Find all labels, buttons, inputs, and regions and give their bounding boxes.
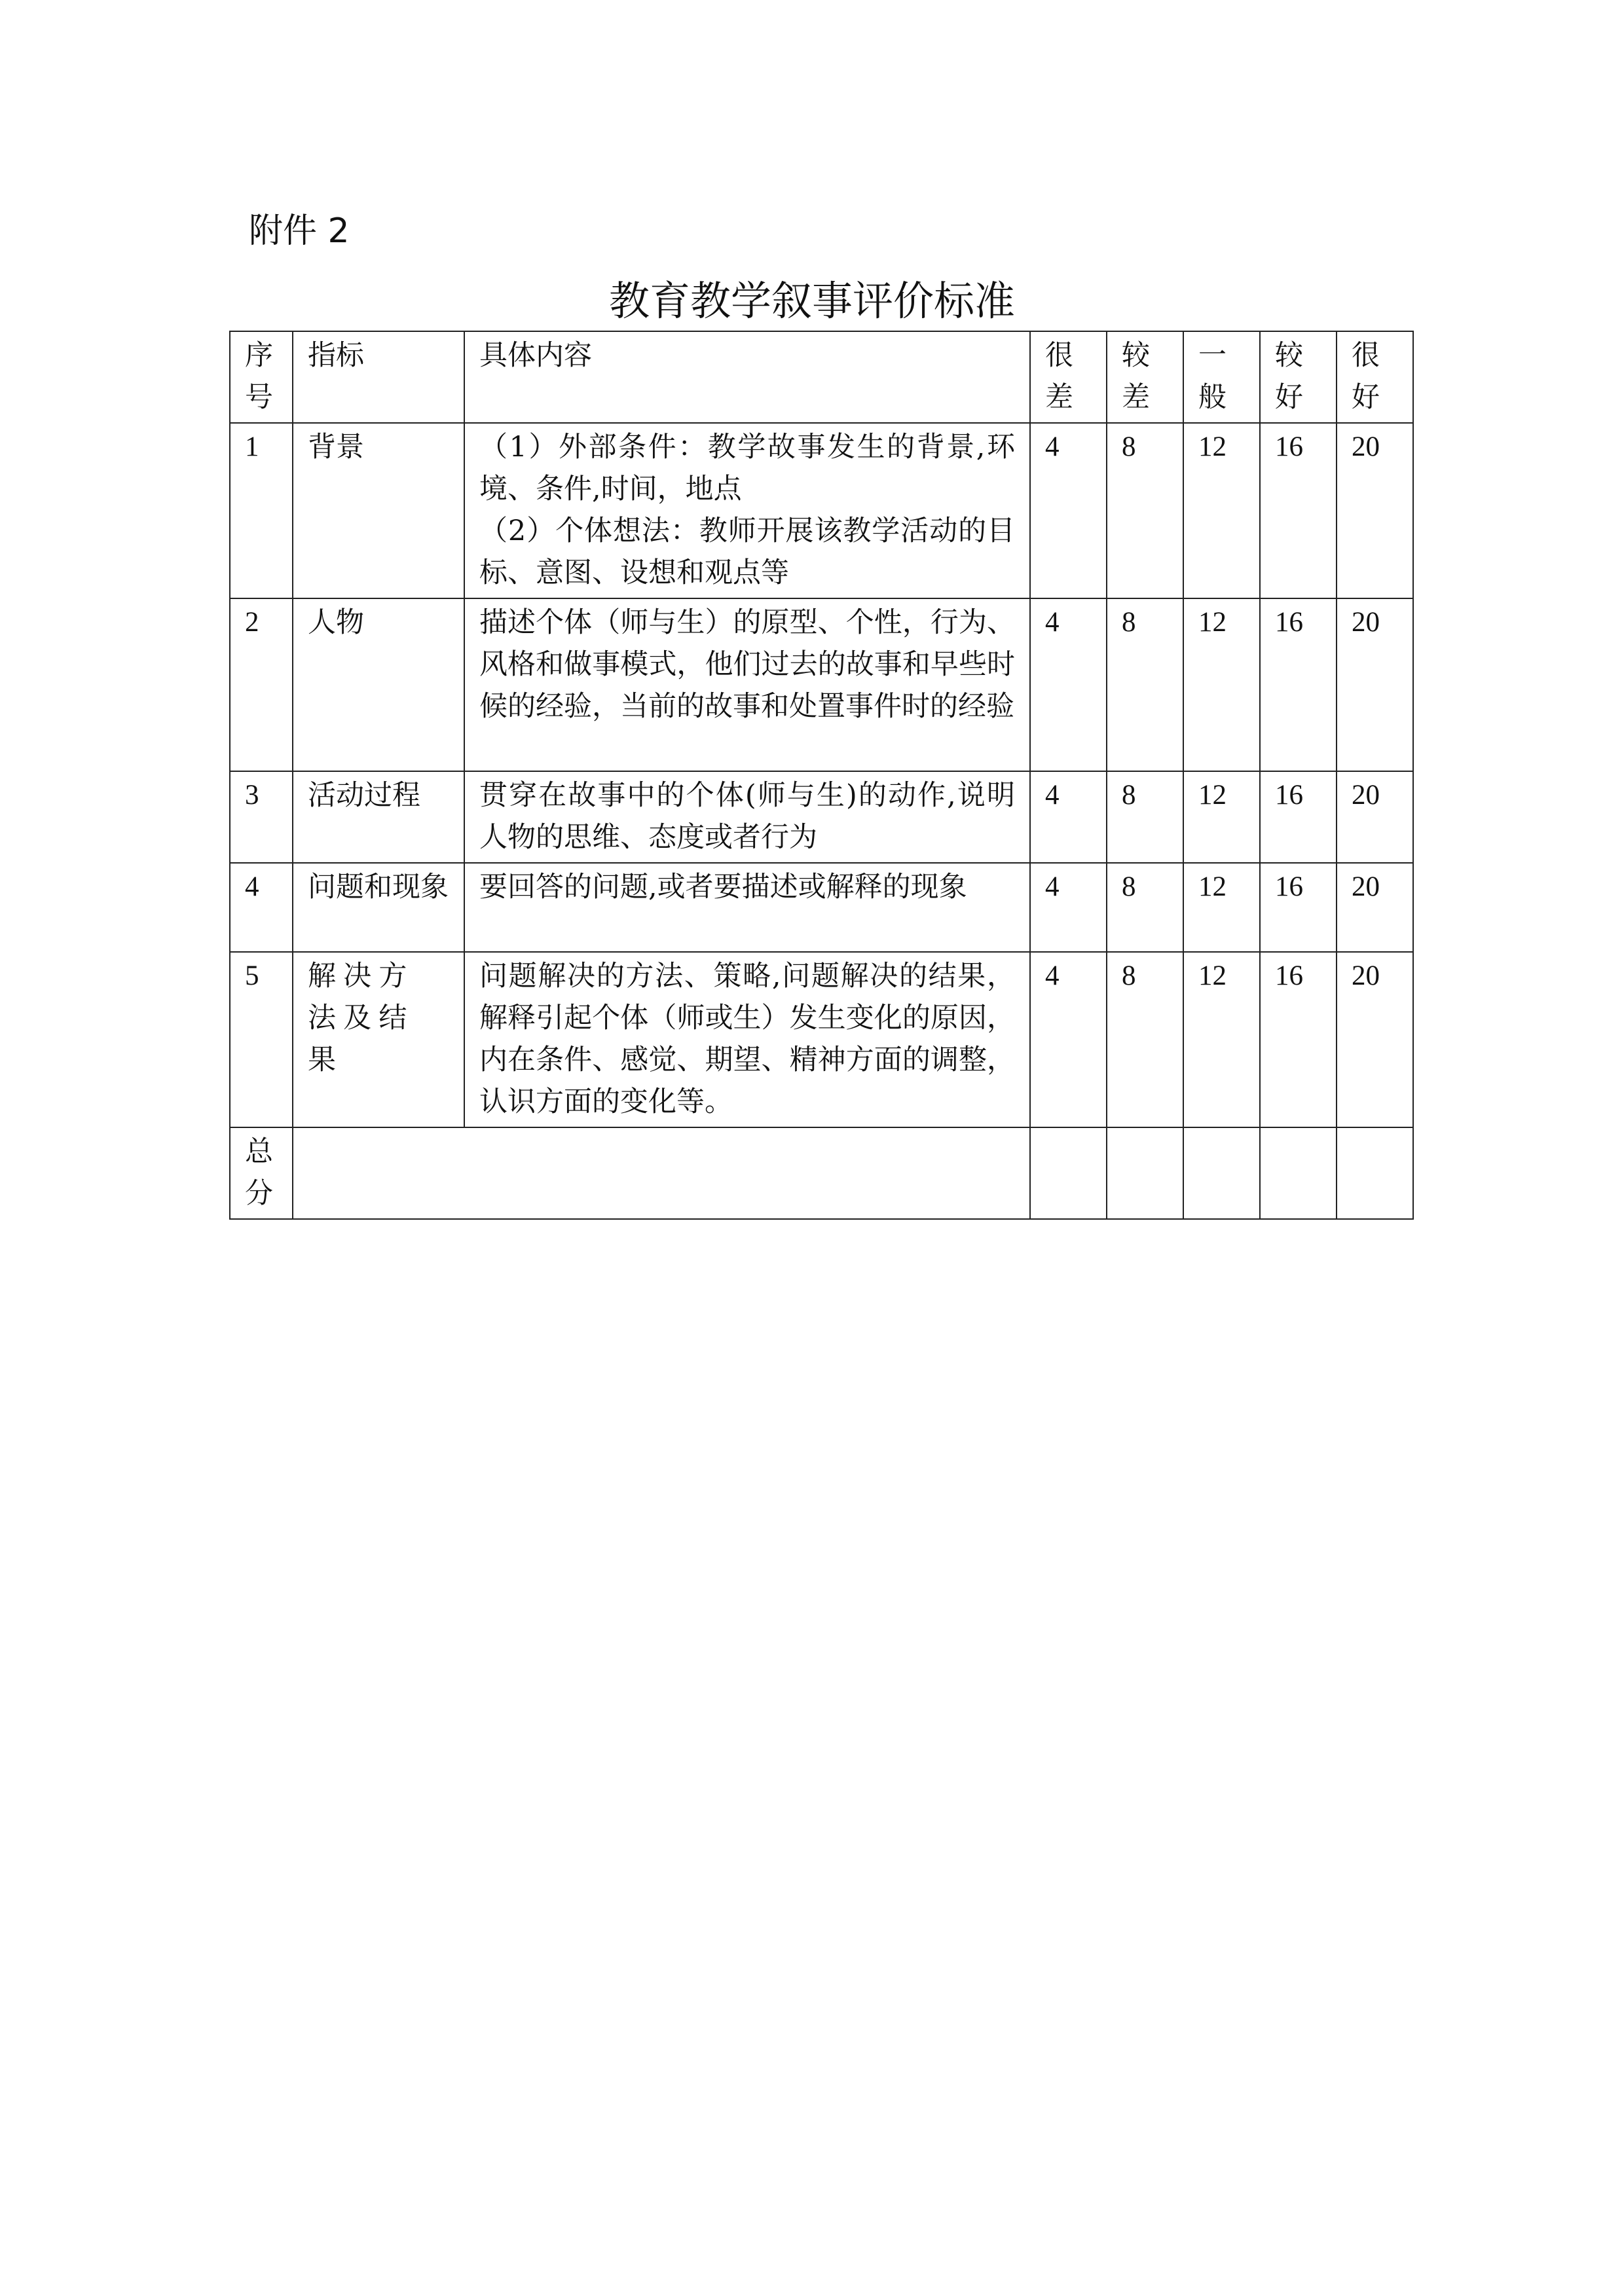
score-very-poor: 4: [1030, 863, 1107, 952]
row-content-line: 描述个体（师与生）的原型、个性，行为、风格和做事模式，他们过去的故事和早些时候的经验，当前的故事和处置事件时的经验: [479, 606, 1015, 723]
total-poor-cell: [1107, 1127, 1183, 1219]
evaluation-criteria-table: [229, 331, 1414, 1220]
total-very-poor-cell: [1030, 1127, 1107, 1219]
row-no: 3: [230, 771, 293, 863]
total-good-cell: [1260, 1127, 1337, 1219]
table-row: [230, 771, 1413, 863]
total-content-cell: [293, 1127, 1030, 1219]
table-row: [230, 952, 1413, 1127]
attachment-label: 附件 2: [249, 211, 350, 251]
row-indicator: 活动过程: [293, 771, 464, 863]
total-average-cell: [1183, 1127, 1260, 1219]
score-very-poor: 4: [1030, 423, 1107, 598]
row-content: [464, 952, 1030, 1127]
score-poor: 8: [1107, 423, 1183, 598]
header-content: 具体内容: [464, 331, 1030, 423]
row-content-line: （2）个体想法：教师开展该教学活动的目标、意图、设想和观点等: [479, 515, 1015, 589]
row-content-line: （1）外部条件：教学故事发生的背景,环境、条件,时间，地点: [479, 431, 1015, 505]
row-no: 5: [230, 952, 293, 1127]
score-very-poor: 4: [1030, 952, 1107, 1127]
document-title: 教育教学叙事评价标准: [608, 277, 1015, 325]
score-very-good: 20: [1337, 952, 1413, 1127]
score-good: 16: [1260, 771, 1337, 863]
row-content: [464, 771, 1030, 863]
total-very-good-cell: [1337, 1127, 1413, 1219]
row-indicator: 背景: [293, 423, 464, 598]
score-poor: 8: [1107, 771, 1183, 863]
score-very-good: 20: [1337, 863, 1413, 952]
score-good: 16: [1260, 423, 1337, 598]
header-very-good: 很好: [1337, 331, 1413, 423]
header-indicator: 指标: [293, 331, 464, 423]
table-row: [230, 863, 1413, 952]
table-header-row: [230, 331, 1413, 423]
row-content-line: 问题解决的方法、策略,问题解决的结果，解释引起个体（师或生）发生变化的原因，内在条件、感觉、期望、精神方面的调整，认识方面的变化等。: [479, 960, 1015, 1118]
score-poor: 8: [1107, 952, 1183, 1127]
header-average: 一般: [1183, 331, 1260, 423]
table-row: [230, 423, 1413, 598]
row-no: 2: [230, 598, 293, 771]
total-row: [230, 1127, 1413, 1219]
row-content-line: 要回答的问题,或者要描述或解释的现象: [479, 871, 967, 903]
row-no: 4: [230, 863, 293, 952]
score-average: 12: [1183, 863, 1260, 952]
score-very-poor: 4: [1030, 598, 1107, 771]
score-good: 16: [1260, 952, 1337, 1127]
row-content: [464, 598, 1030, 771]
header-very-poor: 很差: [1030, 331, 1107, 423]
header-poor: 较差: [1107, 331, 1183, 423]
score-average: 12: [1183, 771, 1260, 863]
row-content-line: 贯穿在故事中的个体(师与生)的动作,说明人物的思维、态度或者行为: [479, 779, 1015, 854]
score-very-good: 20: [1337, 771, 1413, 863]
row-indicator: 解决方法及结果: [293, 952, 464, 1127]
score-very-poor: 4: [1030, 771, 1107, 863]
total-label: 总分: [230, 1127, 293, 1219]
row-content: [464, 423, 1030, 598]
header-good: 较好: [1260, 331, 1337, 423]
score-very-good: 20: [1337, 423, 1413, 598]
row-content: [464, 863, 1030, 952]
score-average: 12: [1183, 423, 1260, 598]
row-no: 1: [230, 423, 293, 598]
score-average: 12: [1183, 952, 1260, 1127]
table-row: [230, 598, 1413, 771]
score-average: 12: [1183, 598, 1260, 771]
score-good: 16: [1260, 863, 1337, 952]
score-poor: 8: [1107, 863, 1183, 952]
row-indicator: 问题和现象: [293, 863, 464, 952]
score-good: 16: [1260, 598, 1337, 771]
header-no: 序号: [230, 331, 293, 423]
score-poor: 8: [1107, 598, 1183, 771]
row-indicator: 人物: [293, 598, 464, 771]
score-very-good: 20: [1337, 598, 1413, 771]
